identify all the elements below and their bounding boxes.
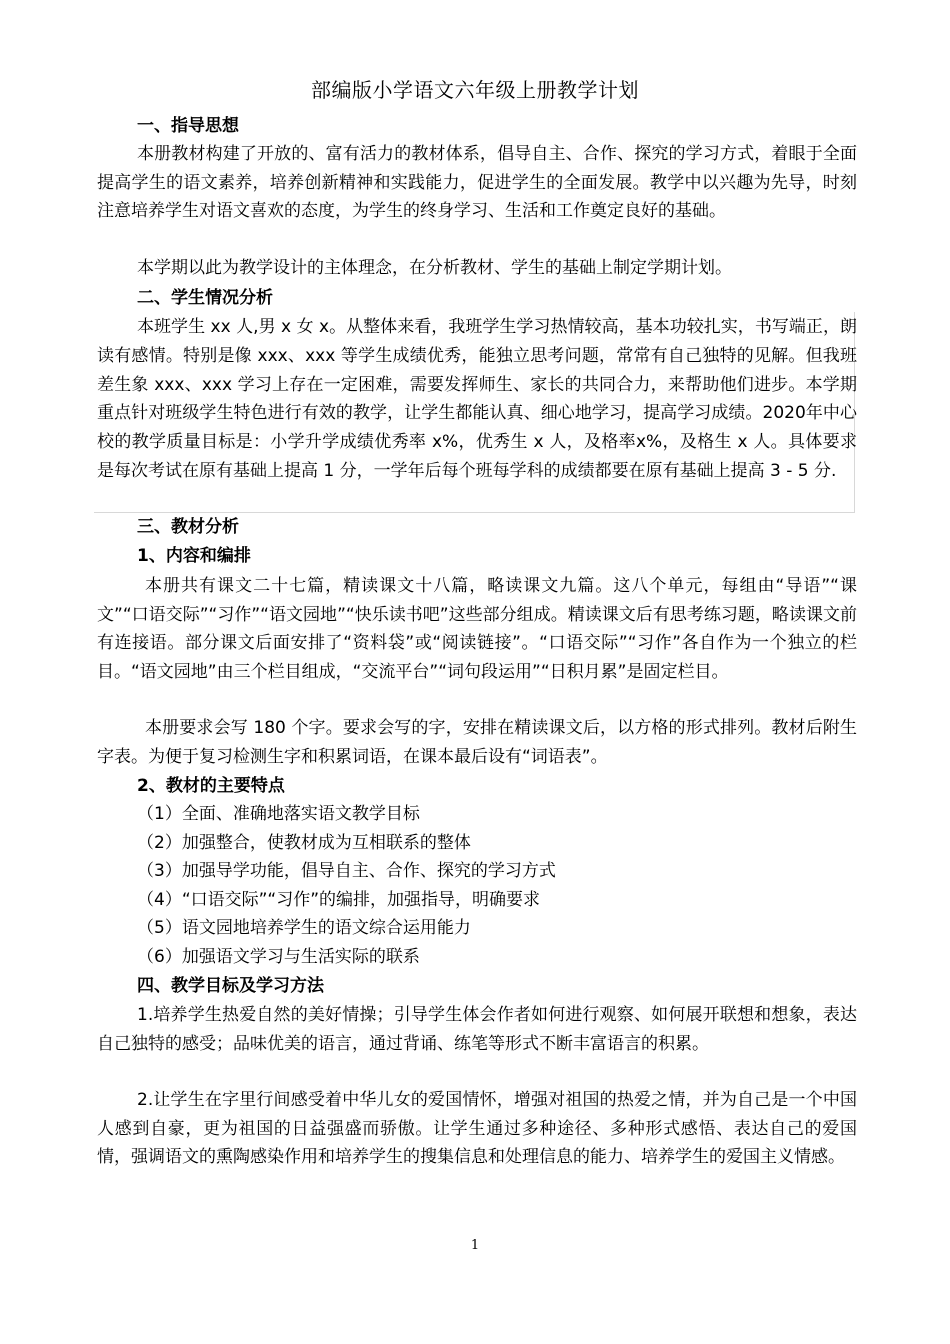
feature-item-6: （6）加强语文学习与生活实际的联系 [137,947,420,967]
feature-item-1: （1）全面、准确地落实语文教学目标 [137,804,420,824]
section-heading-textbook-analysis: 三、教材分析 [137,517,239,537]
paragraph-content-arrangement: 本册共有课文二十七篇，精读课文十八篇，略读课文九篇。这八个单元，每组由“导语”“课文”“口语交际”“习作”“语文园地”“快乐读书吧”这些部分组成。精读课文后有思考练习题，略读课文前有连接语。部分课文后面安排了“资料袋”或“阅读链接”。“口语交际”“习作”各自作为一个独立的栏目。“语文园地”由三个栏目组成，“交流平台”“词句段运用”“日积月累”是固定栏目。 [97,576,857,682]
paragraph-goal-1: 1.培养学生热爱自然的美好情操；引导学生体会作者如何进行观察、如何展开联想和想象，表达自己独特的感受；品味优美的语言，通过背诵、练笔等形式不断丰富语言的积累。 [97,1005,857,1054]
page-title: 部编版小学语文六年级上册教学计划 [311,78,639,102]
paragraph-guiding-thought: 本册教材构建了开放的、富有活力的教材体系，倡导自主、合作、探究的学习方式，着眼于全面提高学生的语文素养，培养创新精神和实践能力，促进学生的全面发展。教学中以兴趣为先导，时刻注意培养学生对语文喜欢的态度，为学生的终身学习、生活和工作奠定良好的基础。 [97,144,857,221]
paragraph-semester-plan: 本学期以此为教学设计的主体理念，在分析教材、学生的基础上制定学期计划。 [137,258,732,278]
section-heading-teaching-goals: 四、教学目标及学习方法 [137,976,324,996]
feature-item-4: （4）“口语交际”“习作”的编排，加强指导，明确要求 [137,890,541,910]
paragraph-student-analysis: 本班学生 xx 人,男 x 女 x。从整体来看，我班学生学习热情较高，基本功较扎实，书写端正，朗读有感情。特别是像 xxx、xxx 等学生成绩优秀，能独立思考问题，常常有自己独特的见解。但我班差生象 xxx、xxx 学习上存在一定困难，需要发挥师生、家长的共同合力，来帮助他们进步。本学期重点针对班级学生特色进行有效的教学，让学生都能认真、细心地学习，提高学习成绩。2020年中心校的教学质量目标是：小学升学成绩优秀率 x%，优秀生 x 人，及格率x%，及格生 x 人。具体要求是每次考试在原有基础上提高 1 分，一学年后每个班每学科的成绩都要在原有基础上提高 3 - 5 分. [97,317,857,481]
page-number: 1 [470,1238,480,1253]
paragraph-goal-2: 2.让学生在字里行间感受着中华儿女的爱国情怀，增强对祖国的热爱之情，并为自己是一个中国人感到自豪，更为祖国的日益强盛而骄傲。让学生通过多种途径、多种形式感悟、表达自己的爱国情，强调语文的熏陶感染作用和培养学生的搜集信息和处理信息的能力、培养学生的爱国主义情感。 [97,1090,857,1167]
section-heading-student-analysis: 二、学生情况分析 [137,288,273,308]
subheading-main-features: 2、教材的主要特点 [137,776,285,796]
feature-item-3: （3）加强导学功能，倡导自主、合作、探究的学习方式 [137,861,556,881]
feature-item-5: （5）语文园地培养学生的语文综合运用能力 [137,918,471,938]
paragraph-writing-requirement: 本册要求会写 180 个字。要求会写的字，安排在精读课文后，以方格的形式排列。教材后附生字表。为便于复习检测生字和积累词语，在课本最后设有“词语表”。 [97,718,857,767]
section-heading-guiding-thought: 一、指导思想 [137,116,239,136]
feature-item-2: （2）加强整合，使教材成为互相联系的整体 [137,833,471,853]
subheading-content-arrangement: 1、内容和编排 [137,546,251,566]
